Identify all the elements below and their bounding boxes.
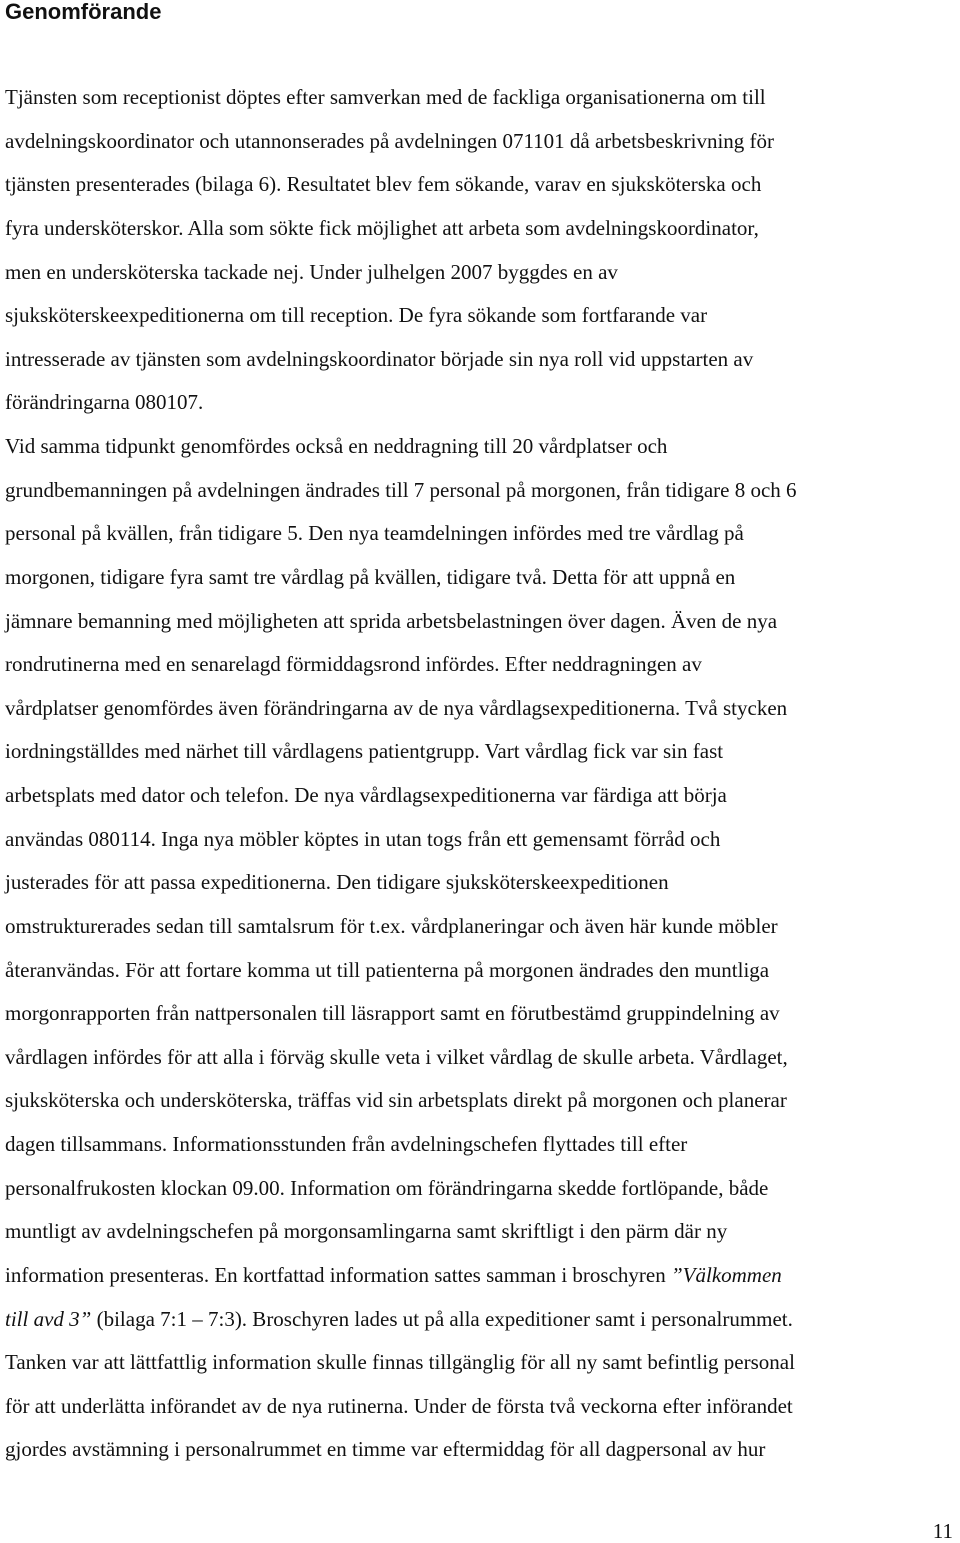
text-line: avdelningskoordinator och utannonserades på avdelningen 071101 då arbetsbeskrivning för	[5, 128, 775, 153]
text-line: sjuksköterska och undersköterska, träffas vid sin arbetsplats direkt på morgonen och planerar	[5, 1088, 787, 1113]
text-line: rondrutinerna med en senarelagd förmiddagsrond infördes. Efter neddragningen av	[5, 652, 702, 677]
section-heading: Genomförande	[5, 0, 162, 24]
text-segment: (bilaga 7:1 – 7:3). Broschyren lades ut på alla expeditioner samt i personalrummet.	[91, 1306, 793, 1331]
text-line-with-italic	[5, 1254, 960, 1298]
text-line: dagen tillsammans. Informationsstunden från avdelningschefen flyttades till efter	[5, 1132, 688, 1156]
text-line: jämnare bemanning med möjligheten att sprida arbetsbelastningen över dagen. Även de nya	[5, 608, 778, 633]
text-line: gjordes avstämning i personalrummet en timme var eftermiddag för all dagpersonal av hur	[5, 1437, 766, 1462]
text-segment: information presenteras. En kortfattad information sattes samman i broschyren	[5, 1262, 671, 1287]
text-line: sjuksköterskeexpeditionerna om till reception. De fyra sökande som fortfarande var	[5, 303, 708, 328]
text-line: vårdplatser genomfördes även förändringarna av de nya vårdlagsexpeditionerna. Två stycken	[5, 695, 788, 720]
text-line: iordningställdes med närhet till vårdlagens patientgrupp. Vart vårdlag fick var sin fast	[5, 739, 724, 764]
text-line: arbetsplats med dator och telefon. De nya vårdlagsexpeditionerna var färdiga att börja	[5, 783, 727, 807]
text-line: för att underlätta införandet av de nya rutinerna. Under de första två veckorna efter införandet	[5, 1393, 793, 1418]
text-line: återanvändas. För att fortare komma ut till patienterna på morgonen ändrades den muntliga	[5, 957, 770, 982]
text-line: muntligt av avdelningschefen på morgonsamlingarna samt skriftligt i den pärm där ny	[5, 1219, 728, 1244]
text-line-with-italic	[5, 1298, 960, 1342]
text-line: morgonrapporten från nattpersonalen till läsrapport samt en förutbestämd gruppindelning av	[5, 1001, 780, 1026]
text-line: Tanken var att lättfattlig information skulle finnas tillgänglig för all ny samt befintlig personal	[5, 1350, 795, 1375]
text-line: intresserade av tjänsten som avdelningskoordinator började sin nya roll vid uppstarten av	[5, 346, 754, 371]
text-line: omstrukturerades sedan till samtalsrum för t.ex. vårdplaneringar och även här kunde möbler	[5, 913, 778, 938]
text-line: fyra undersköterskor. Alla som sökte fick möjlighet att arbeta som avdelningskoordinator,	[5, 215, 759, 240]
text-line: Vid samma tidpunkt genomfördes också en neddragning till 20 vårdplatser och	[5, 434, 668, 458]
body-text	[5, 76, 960, 1472]
text-line: personalfrukosten klockan 09.00. Information om förändringarna skedde fortlöpande, både	[5, 1175, 769, 1200]
text-line: grundbemanningen på avdelningen ändrades till 7 personal på morgonen, från tidigare 8 och 6	[5, 477, 797, 502]
text-line: tjänsten presenterades (bilaga 6). Resultatet blev fem sökande, varav en sjuksköterska och	[5, 172, 762, 197]
text-line: men en undersköterska tackade nej. Under julhelgen 2007 byggdes en av	[5, 259, 618, 284]
brochure-title-start: ”Välkommen	[670, 1262, 782, 1287]
text-line: morgonen, tidigare fyra samt tre vårdlag på kvällen, tidigare två. Detta för att uppnå en	[5, 564, 736, 589]
text-line: justerades för att passa expeditionerna. Den tidigare sjuksköterskeexpeditionen	[5, 870, 669, 895]
brochure-title-end: till avd 3”	[5, 1306, 92, 1331]
text-line: användas 080114. Inga nya möbler köptes in utan togs från ett gemensamt förråd och	[5, 826, 721, 851]
text-line: personal på kvällen, från tidigare 5. Den nya teamdelningen infördes med tre vårdlag på	[5, 521, 744, 546]
text-line: förändringarna 080107.	[5, 390, 204, 415]
text-line: vårdlagen infördes för att alla i förväg skulle veta i vilket vårdlag de skulle arbeta. Vårdlaget,	[5, 1044, 788, 1069]
text-line: Tjänsten som receptionist döptes efter samverkan med de fackliga organisationerna om till	[5, 85, 766, 109]
page-number: 11	[932, 1519, 953, 1543]
